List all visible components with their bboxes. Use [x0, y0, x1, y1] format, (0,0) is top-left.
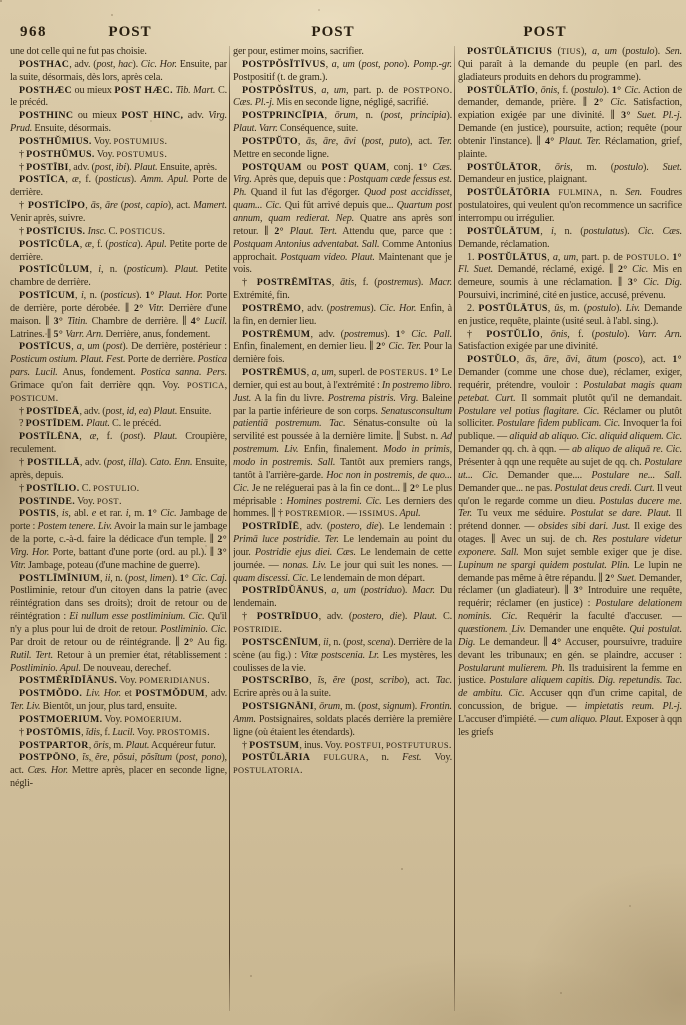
column-divider-right — [454, 46, 455, 1011]
column-right — [458, 46, 682, 1017]
dictionary-entry: POSTRĪDĬĒ, adv. (postero, die). Le lendemain : Primā luce postridie. Ter. Le lendemain au point du jour. Postridie ejus diei. Cæs. Le lendemain de cette journée. — nonas. Liv. Le jour qui suit les nones. — quam discessi. Cic. Le lendemain de mon départ. — [233, 521, 452, 584]
column-middle — [233, 46, 452, 1017]
running-head-col3: POST — [523, 24, 567, 40]
dictionary-entry: POSTĪLĒNA, æ, f. (post). Plaut. Croupière, reculement. — [10, 431, 227, 456]
dictionary-entry: POSTŬLĀTICIUS (TIUS), a, um (postulo). Sen. Qui paraît à la demande du peuple (en parl. des gladiateurs produits en dehors du programme). — [458, 46, 682, 83]
dictionary-entry: POSTQUAM ou POST QUAM, conj. 1° Cæs. Virg. Après que, depuis que : Postquam cæde fessus est. Ph. Quand il fut las d'égorger. Quod post accidisset, quam... Cic. Qui fût arrivé depuis que... Quartum post annum, quam redierat. Nep. Quatre ans après son retour. ∥ 2° Plaut. Tert. Attendu que, parce que : Postquam Antonius adventabat. Sall. Comme Antonius approchait. Postquam video. Plaut. Maintenant que je vois. — [233, 161, 452, 276]
dictionary-entry: † POSTHŬMUS. Voy. POSTUMUS. — [19, 148, 167, 160]
dictionary-entry: † POSTSUM, inus. Voy. POSTFUI, POSTFUTURUS. — [242, 739, 452, 751]
dictionary-entry: 1. POSTŬLĀTUS, a, um, part. p. de POSTULO. 1° Fl. Suet. Demandé, réclamé, exigé. ∥ 2° Cic. Mis en demeure, soumis à une réclamation. ∥ 3° Cic. Dig. Poursuivi, incriminé, cité en justice, accusé, prévenu. — [458, 251, 682, 302]
dictionary-entry: POSTĪCUM, i, n. (posticus). 1° Plaut. Hor. Porte de derrière, porte dérobée. ∥ 2° Vitr. Derrière d'une maison. ∥ 3° Titin. Chambre de derrière. ∥ 4° Lucil. Latrines. ∥ 5° Varr. Arn. Derrière, anus, fondement. — [10, 290, 227, 340]
dictionary-entry: POSTSCĒNĬUM, ii, n. (post, scena). Derrière de la scène (au fig.) : Vitæ postscenia. Lr. Les mystères, les coulisses de la vie. — [233, 636, 452, 674]
dictionary-entry: POSTHAC, adv. (post, hac). Cic. Hor. Ensuite, par la suite, désormais, dès lors, après cela. — [10, 58, 227, 83]
dictionary-entry: POSTIS, is, abl. e et rar. i, m. 1° Cic. Jambage de porte : Postem tenere. Liv. Avoir la main sur le jambage de la porte, c.-à-d. faire la dédicace d'un temple. ∥ 2° Virg. Hor. Porte, battant d'une porte (ord. au pl.). ∥ 3° Vitr. Jambage, poteau (d'une machine de guerre). — [10, 508, 227, 571]
dictionary-entry: POSTPRINCĬPIA, ōrum, n. (post, principia). Plaut. Varr. Conséquence, suite. — [233, 110, 452, 135]
dictionary-entry: POSTPŎSĬTĪVUS, a, um (post, pono). Pomp.-gr. Postpositif (t. de gram.). — [233, 58, 452, 83]
dictionary-entry: † POSTĪLIO. C. POSTULIO. — [19, 482, 140, 494]
continuation-text: ger pour, estimer moins, sacrifier. — [233, 46, 364, 57]
dictionary-entry: POSTSCRĪBO, ĭs, ĕre (post, scribo), act. Tac. Ecrire après ou à la suite. — [233, 675, 452, 700]
dictionary-entry: POSTPARTOR, ōris, m. Plaut. Acquéreur futur. — [19, 739, 216, 751]
dictionary-entry: POSTŬLĀTŌRIA FULMINA, n. Sen. Foudres postulatoires, qui veulent qu'on recommence un sacrifice interrompu ou irrégulier. — [458, 187, 682, 224]
dictionary-entry: † POSTĪBI, adv. (post, ibi). Plaut. Ensuite, après. — [19, 161, 218, 173]
dictionary-entry: POSTŬLĀTOR, ōris, m. (postulo). Suet. Demandeur en justice, plaignant. — [458, 161, 682, 186]
dictionary-entry: † POSTĪCIUS. Insc. C. POSTICUS. — [19, 225, 165, 237]
dictionary-entry: POSTRĪDŬĀNUS, a, um (postriduo). Macr. Du lendemain. — [233, 585, 452, 610]
dictionary-entry: POSTPŌNO, ĭs, ĕre, pŏsui, pŏsĭtum (post, pono), act. Cæs. Hor. Mettre après, placer en seconde ligne, négli- — [10, 752, 227, 790]
dictionary-entry: POSTHINC ou mieux POST HINC, adv. Virg. Prud. Ensuite, désormais. — [10, 110, 227, 135]
dictionary-entry: POSTRĒMUM, adv. (postremus). 1° Cic. Pall. Enfin, finalement, en dernier lieu. ∥ 2° Cic. Ter. Pour la dernière fois. — [233, 328, 452, 366]
dictionary-entry: POSTPŬTO, ās, āre, āvi (post, puto), act. Ter. Mettre en seconde ligne. — [233, 135, 452, 160]
dictionary-entry: ? POSTĪDEM. Plaut. C. le précéd. — [19, 418, 162, 430]
dictionary-entry: POSTŬLĀTUM, i, n. (postulatus). Cic. Cæs. Demande, réclamation. — [458, 225, 682, 250]
dictionary-entry: POSTRĒMUS, a, um, superl. de POSTERUS. 1° Le dernier, qui est au bout, à l'extrémité : In postremo libro. Just. A la fin du livre. Postrema pistris. Virg. Baleine par la partie inférieure de son corps. Senatusconsultum patientiā postremum. Tac. Sénatus-consulte où la servilité est poussée à la dernière limite. ∥ Subst. n. Ad postremum. Liv. Enfin, finalement. Modo in primis, modo in postremis. Sall. Tantôt aux premiers rangs, tantôt à l'arrière-garde. Hoc non in postremis, de quo... Cic. Je ne reléguerai pas à la fin ce dont... ∥ 2° Le plus méprisable : Homines postremi. Cic. Les derniers des hommes. ∥ † POSTREMIOR. — ISSIMUS. Apul. — [233, 367, 452, 520]
dictionary-entry: † POSTILLĀ, adv. (post, illa). Cato. Enn. Ensuite, après, depuis. — [10, 457, 227, 481]
dictionary-entry: POSTĪCA, æ, f. (posticus). Amm. Apul. Porte de derrière. — [10, 174, 227, 199]
dictionary-entry: POSTMOERIUM. Voy. POMOERIUM. — [19, 713, 182, 725]
running-head-col1: POST — [108, 24, 152, 40]
dictionary-entry: POSTĪCUS, a, um (post). De derrière, postérieur : Posticum ostium. Plaut. Fest. Porte de derrière. Postica pars. Lucil. Anus, fondement. Postica sanna. Pers. Grimace qu'on fait derrière qqn. Voy. POSTICA, POSTICUM. — [10, 341, 227, 404]
column-left — [10, 46, 227, 1017]
continuation-text: une dot celle qui ne fut pas choisie. — [10, 46, 147, 57]
dictionary-entry: POSTRĒMO, adv. (postremus). Cic. Hor. Enfin, à la fin, en dernier lieu. — [233, 302, 452, 327]
dictionary-entry: POSTPŎSĬTUS, a, um, part. p. de POSTPONO. Cæs. Pl.-j. Mis en seconde ligne, négligé, sacrifié. — [233, 84, 452, 109]
dictionary-entry: † POSTŌMIS, ĭdis, f. Lucil. Voy. PROSTOMIS. — [19, 726, 210, 738]
dictionary-entry: POSTŬLĀRIA FULGURA, n. Fest. Voy. POSTULATORIA. — [233, 752, 452, 777]
dictionary-entry: † POSTRĒMĬTAS, ātis, f. (postremus). Macr. Extrémité, fin. — [233, 277, 452, 302]
page-number: 968 — [20, 24, 47, 40]
text-columns — [10, 46, 682, 1017]
dictionary-entry: POSTĪCŬLUM, i, n. (posticum). Plaut. Petite chambre de derrière. — [10, 264, 227, 289]
dictionary-entry: 2. POSTŬLĀTUS, ūs, m. (postulo). Liv. Demande en justice, requête, plainte (usité seul. à l'abl. sing.). — [458, 302, 682, 327]
dictionary-entry: POSTINDE. Voy. POST. — [19, 495, 122, 507]
dictionary-entry: POSTLĪMĬNIUM, ii, n. (post, limen). 1° Cic. Caj. Postliminie, retour d'un citoyen dans la patrie (avec réintégration dans ses droits); droit de retour ou de réintégration : Ei nullum esse postliminium. Cic. Qu'il n'y a plus pour lui de droit de retour. Postliminio. Cic. Par droit de retour ou de réintégrande. ∥ 2° Au fig. Rutil. Tert. Retour à un premier état, rétablissement : Postliminio. Apul. De nouveau, derechef. — [10, 572, 227, 674]
dictionary-entry: † POSTĪDEĀ, adv. (post, id, ea) Plaut. Ensuite. — [19, 405, 212, 417]
running-head-col2: POST — [311, 24, 355, 40]
dictionary-entry: † POSTŬLĬO, ōnis, f. (postulo). Varr. Arn. Satisfaction exigée par une divinité. — [458, 328, 682, 353]
dictionary-entry: POSTMĔRĪDĬĀNUS. Voy. POMERIDIANUS. — [19, 675, 210, 687]
dictionary-entry: POSTMŎDO. Liv. Hor. et POSTMŎDUM, adv. Ter. Liv. Bientôt, un jour, plus tard, ensuite. — [10, 688, 227, 713]
column-divider-left — [229, 46, 230, 1011]
dictionary-entry: † POSTĪCĬPO, ās, āre (post, capio), act. Mamert. Venir après, suivre. — [10, 200, 227, 224]
dictionary-entry: POSTŬLĀTĬO, ōnis, f. (postulo). 1° Cic. Action de demander, demande, prière. ∥ 2° Cic. Satisfaction, expiation exigée par une divinité. ∥ 3° Suet. Pl.-j. Demande (en justice), poursuite, action; requête (pour obtenir l'instance). ∥ 4° Plaut. Ter. Réclamation, grief, plainte. — [458, 84, 682, 160]
dictionary-entry: † POSTRĪDUO, adv. (postero, die). Plaut. C. POSTRIDIE. — [233, 611, 452, 635]
dictionary-entry: POSTSIGNĀNI, ōrum, m. (post, signum). Frontin. Amm. Postsignaires, soldats placés derrière la première ligne (où étaient les étendards). — [233, 701, 452, 738]
page-header — [0, 24, 686, 44]
dictionary-entry: POSTŬLO, ās, āre, āvi, ātum (posco), act. 1° Demander (comme une chose due), réclamer, exiger, requérir, prétendre, vouloir : Postulabat magis quam petebat. Curt. Il sommait plutôt qu'il ne demandait. Postulare vel potius flagitare. Cic. Réclamer ou plutôt solliciter. Postulare fidem publicam. Cic. Invoquer la foi publique. — aliquid ab aliquo. Cic. aliquid aliquem. Cic. Demander qq. ch. à qqn. — ab aliquo de aliquā re. Cic. Présenter à qqn une requête au sujet de qq. ch. Postulare ut... Cic. Demander que.... Postulare ne... Sall. Demander que... ne pas. Postulat deus credi. Curt. Il veut qu'on le regarde comme un dieu. Postulas ducere me. Ter. Tu veux me séduire. Postulat se dare. Plaut. Il prétend donner. — obsides sibi dari. Just. Il exige des otages. ∥ Avec un suj. de ch. Res postulare videtur exponere. Sall. Mon sujet semble exiger que je dise. Lupinum ne spargi quidem postulat. Plin. Le lupin ne demande pas même à être répandu. ∥ 2° Suet. Demander, réclamer (un gladiateur). ∥ 3° Introduire une requête, requérir; réclamer (en justice) : Postulare delationem nominis. Cic. Requérir la faculté d'accuser. — quæstionem. Liv. Demander une enquête. Qui postulat. Dig. Le demandeur. ∥ 4° Accuser, poursuivre, traduire devant les tribunaux; en gén. se plaindre, accuser : Postularunt mulierem. Ph. Ils traduisirent la femme en justice. Postulare aliquem capitis. Dig. repetundis. Tac. de ambitu. Cic. Accuser qqn d'un crime capital, de concussion, de brigue. — impietatis reum. Pl.-j. L'accuser d'impiété. — cum aliquo. Plaut. Exposer à qqn les griefs — [458, 354, 682, 738]
dictionary-entry: POSTHÆC ou mieux POST HÆC. Tib. Mart. C. le précéd. — [10, 84, 227, 109]
dictionary-entry: POSTHŬMIUS. Voy. POSTUMIUS. — [19, 135, 167, 147]
dictionary-entry: POSTĪCŬLA, æ, f. (postica). Apul. Petite porte de derrière. — [10, 238, 227, 263]
